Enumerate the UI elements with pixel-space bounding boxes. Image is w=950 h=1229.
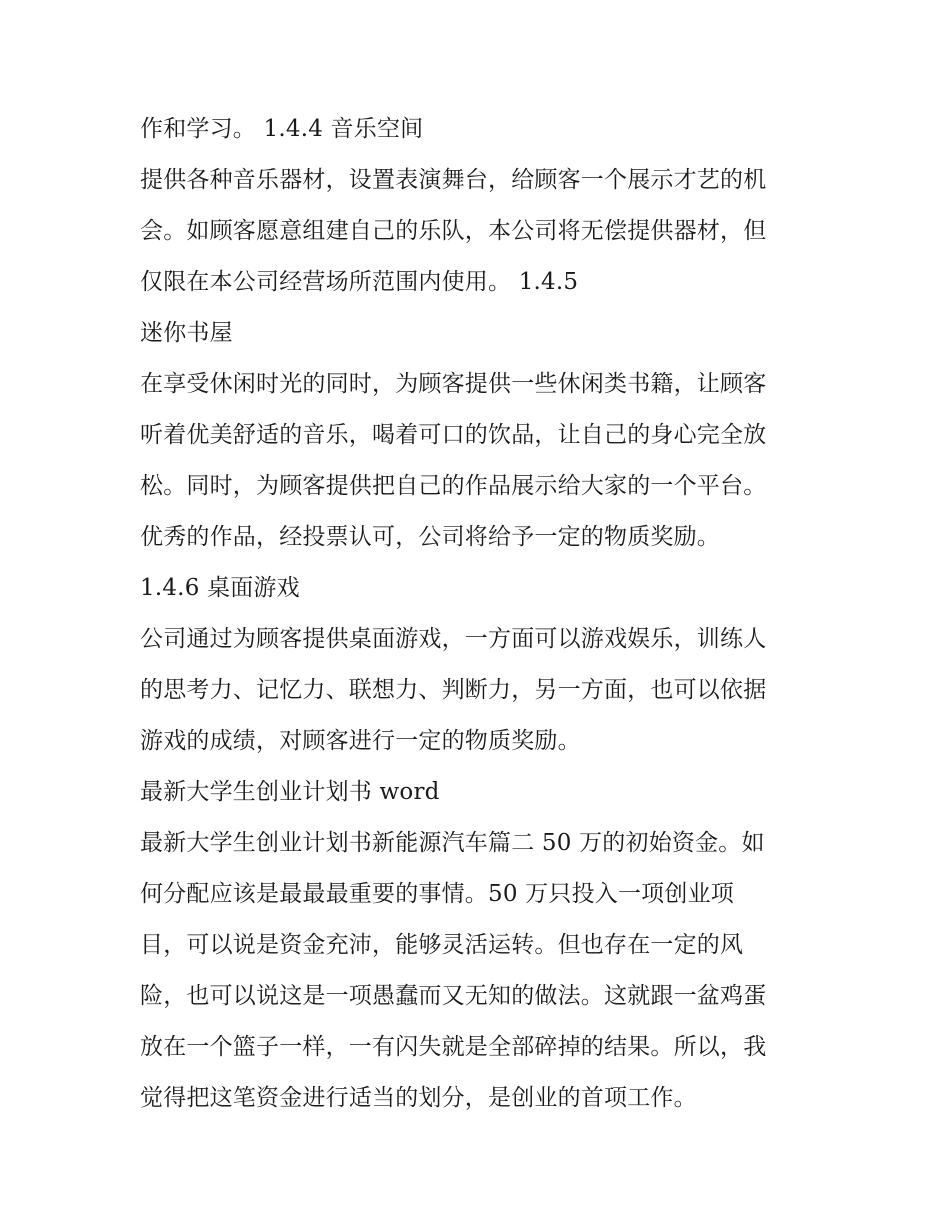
section-heading: 1.4.6 桌面游戏: [140, 575, 300, 601]
document-title: 最新大学生创业计划书 word: [140, 779, 440, 805]
text-line: 听着优美舒适的音乐，喝着可口的饮品，让自己的身心完全放: [140, 422, 767, 448]
text-line: 何分配应该是最最最重要的事情。50 万只投入一项创业项: [140, 881, 734, 907]
text-line: 最新大学生创业计划书新能源汽车篇二 50 万的初始资金。如: [140, 830, 765, 856]
section-heading: 迷你书屋: [140, 320, 233, 346]
text-line: 仅限在本公司经营场所范围内使用。 1.4.5: [140, 269, 579, 295]
text-line: 松。同时，为顾客提供把自己的作品展示给大家的一个平台。: [140, 473, 767, 499]
body-text: [140, 104, 820, 1124]
text-line: 放在一个篮子一样，一有闪失就是全部碎掉的结果。所以，我: [140, 1034, 767, 1060]
text-line: 游戏的成绩，对顾客进行一定的物质奖励。: [140, 728, 581, 754]
text-line: 险，也可以说这是一项愚蠢而又无知的做法。这就跟一盆鸡蛋: [140, 983, 767, 1009]
text-line: 觉得把这笔资金进行适当的划分，是创业的首项工作。: [140, 1085, 697, 1111]
text-line: 优秀的作品，经投票认可，公司将给予一定的物质奖励。: [140, 524, 720, 550]
text-line: 公司通过为顾客提供桌面游戏，一方面可以游戏娱乐，训练人: [140, 626, 767, 652]
text-line: 作和学习。 1.4.4 音乐空间: [140, 116, 424, 142]
text-line: 提供各种音乐器材，设置表演舞台，给顾客一个展示才艺的机: [140, 167, 767, 193]
text-line: 的思考力、记忆力、联想力、判断力，另一方面，也可以依据: [140, 677, 767, 703]
text-line: 会。如顾客愿意组建自己的乐队，本公司将无偿提供器材，但: [140, 218, 767, 244]
text-line: 目，可以说是资金充沛，能够灵活运转。但也存在一定的风: [140, 932, 744, 958]
text-line: 在享受休闲时光的同时，为顾客提供一些休闲类书籍，让顾客: [140, 371, 767, 397]
